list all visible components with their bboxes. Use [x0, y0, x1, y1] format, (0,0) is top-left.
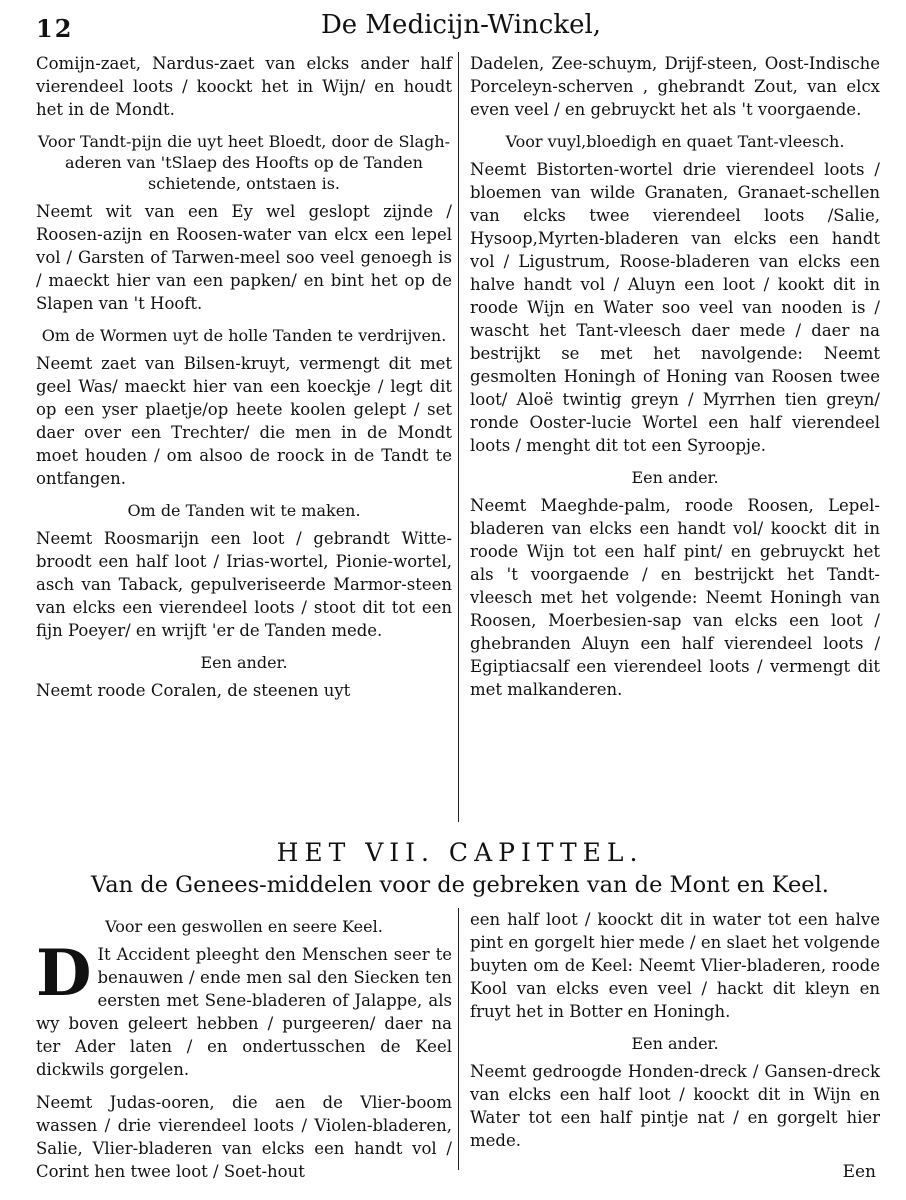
left-block-6: Neemt Roosmarijn een loot / gebrandt Witte-broodt een half loot / Irias-wortel, Pionie-wortel, asch van Taback, gepulveriseerde Marmor-steen van elcks een vierendeel loots / stoot dit tot een fijn Poeyer/ en wrijft 'er de Tanden mede. — [36, 529, 452, 640]
left-bottom-para2: Neemt Judas-ooren, die aen de Vlier-boom wassen / drie vierendeel loots / Violen-bladeren, Salie, Vlier-bladeren van elcks een handt vol / Corint hen twee loot / Soet-hout — [36, 1093, 452, 1181]
left-column-top — [36, 52, 452, 822]
dropcap-paragraph — [36, 936, 452, 1081]
right-heading-een-ander: Een ander. — [631, 468, 719, 487]
left-block-2: Neemt wit van een Ey wel geslopt zijnde / Roosen-azijn en Roosen-water van elcx een lepel vol / Garsten of Tarwen-meel soo veel genoegh is / maeckt hier van een papken/ en bint het op de Slapen van 't Hooft. — [36, 202, 452, 313]
right-block-4: Neemt Maeghde-palm, roode Roosen, Lepel-bladeren van elcks een handt vol/ koockt dit in roode Wijn tot een half pint/ en gebruyckt het als 't voorgaende / en bestrijckt het Tandt-vleesch met het volgende: Neemt Honingh van Roosen, Moerbesien-sap van elcks een loot / ghebranden Aluyn een half vierendeel loots / Egiptiacsalf een vierendeel loots / vermengt dit met malkanderen. — [470, 496, 880, 699]
left-column-bottom — [36, 908, 452, 1181]
left-block-0: Comijn-zaet, Nardus-zaet van elcks ander half vierendeel loots / koockt het in Wijn/ en houdt het in de Mondt. — [36, 54, 452, 119]
chapter-subtitle: Van de Genees-middelen voor de gebreken van de Mont en Keel. — [91, 872, 829, 898]
right-block-2: Neemt Bistorten-wortel drie vierendeel loots / bloemen van wilde Granaten, Granaet-schellen van elcks twee vierendeel loots /Salie, Hysoop,Myrten-bladeren van elcks een handt vol / Ligustrum, Roose-bladeren van elcks een halve handt vol / Aluyn een loot / kookt dit in roode Wijn en Water soo veel van nooden is / wascht het Tant-vleesch daer mede / daer na bestrijkt se met het navolgende: Neemt gesmolten Honingh of Honing van Roosen twee loot/ Aloë twintig greyn / Myrrhen tien greyn/ ronde Ooster-lucie Wortel een half vierendeel loots / menght dit tot een Syroopje. — [470, 160, 880, 455]
right-bottom-para1: een half loot / koockt dit in water tot een halve pint en gorgelt hier mede / en slaet het volgende buyten om de Keel: Neemt Vlier-bladeren, roode Kool van elcks even veel / hackt dit kleyn en fruyt het in Botter en Honingh. — [470, 910, 880, 1021]
column-divider-top — [458, 52, 459, 822]
right-column-top — [470, 52, 880, 822]
left-block-4: Neemt zaet van Bilsen-kruyt, vermengt dit met geel Was/ maeckt hier van een koeckje / legt dit op een yser plaetje/op heete koolen gelept / set daer over een Trechter/ die men in de Mondt moet houden / om alsoo de roock in de Tandt te ontfangen. — [36, 354, 452, 488]
section-heading-keel: Voor een geswollen en seere Keel. — [105, 917, 383, 936]
left-heading-wormen: Om de Wormen uyt de holle Tanden te verdrijven. — [41, 326, 447, 345]
drop-cap: D — [36, 936, 92, 1011]
running-header — [36, 8, 886, 44]
dropcap-paragraph-text: It Accident pleeght den Menschen seer te benauwen / ende men sal den Siecken ten eersten met Sene-bladeren of Jalappe, als wy boven geleert hebben / purgeeren/ daer na ter Ader laten / en ondertusschen de Keel dickwils gorgelen. — [36, 945, 452, 1079]
running-title: De Medicijn-Winckel, — [320, 10, 602, 40]
right-bottom-heading: Een ander. — [631, 1034, 719, 1053]
left-heading-tanden-wit: Om de Tanden wit te maken. — [127, 501, 361, 520]
left-heading-een-ander: Een ander. — [200, 653, 288, 672]
right-bottom-para2: Neemt gedroogde Honden-dreck / Gansen-dreck van elcks een half loot / koockt dit in Wijn en Water tot een half pintje nat / en gorgelt hier mede. — [470, 1062, 880, 1150]
left-block-8: Neemt roode Coralen, de steenen uyt — [36, 681, 351, 700]
right-block-0: Dadelen, Zee-schuym, Drijf-steen, Oost-Indische Porceleyn-scherven , ghebrandt Zout, van elcx even veel / en gebruyckt het als 't voorgaende. — [470, 54, 880, 119]
page-number: 12 — [36, 14, 74, 43]
chapter-heading: HET VII. CAPITTEL. — [276, 838, 644, 867]
catchword: Een — [842, 1162, 876, 1182]
right-column-bottom — [470, 908, 880, 1178]
right-heading-tant-vleesch: Voor vuyl,bloedigh en quaet Tant-vleesch. — [505, 132, 845, 151]
left-heading-tandt-pijn: Voor Tandt-pijn die uyt heet Bloedt, door de Slagh-aderen van 'tSlaep des Hoofts op de Tanden schietende, ontstaen is. — [37, 132, 451, 193]
column-divider-bottom — [458, 908, 459, 1170]
